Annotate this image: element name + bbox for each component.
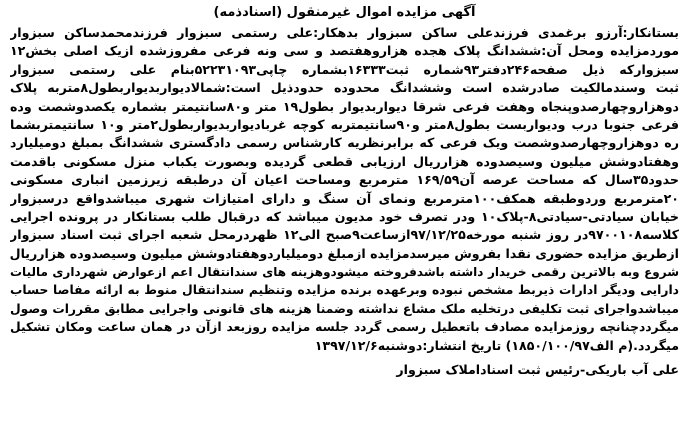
notice-line: ۲۰مترمربع وردوطبقه همکف۱۰۰مترمربع ونمای آن سنگ و دارای امتیازات شهری میباشدواقع درسبزوار [10, 190, 679, 206]
notice-line: دوهزاروچهارصدوپنجاه وهفت فرعی شرقا دیواربدیوار بطول۱۹ متر و۸۰سانتیمتر بشماره یکصدوشصت وده [10, 98, 679, 114]
notice-line: ره دوهزاروچهارصدوشصت ویک فرعی که برابرنظریه کارشناس رسمی دادگستری ششدانگ بمبلغ دومیلیارد [10, 135, 679, 151]
notice-line: حدود۳۵سال که مساحت عرصه آن۱۶۹/۵۹ مترمربع ومساحت اعیان آن درطبقه زیرزمین انباری مسکونی [10, 172, 679, 188]
notice-body [10, 24, 679, 355]
notice-line: بستانکار:آرزو برغمدی فرزندعلی ساکن سبزوار بدهکار:علی رستمی سبزوار فرزندمحمدساکن سبزوار [10, 25, 679, 40]
notice-line: خیابان سیادتی-سیادتی۸-پلاک۱۰ ودر تصرف خود مدیون میباشد که درقبال طلب بستانکار در پرونده اجرایی [10, 208, 679, 224]
notice-line: موردمزایده ومحل آن:ششدانگ پلاک هجده هزاروهفتصد و سی ونه فرعی مفروزشده ازیک اصلی بخش۱۲ [10, 43, 679, 59]
notice-line: شروع وبه بالاترین رقمی خریدار داشته باشدفروخته میشودوهزینه های سندانتقال اعم ازعوارض شهرداری مالیات [10, 265, 679, 280]
notice-line: دارایی وديگر ادارات ذیربط مشخص نبوده وبرعهده برنده مزایده وتنظیم سندانتقال منوط به ارائه مفاصا حساب [10, 283, 679, 298]
notice-line: ثبت وسندمالکیت صادرشده است وششدانگ محدوده حدودذیل است:شمالادیواربدیواربطول۸متربه پلاک [10, 80, 679, 96]
notice-line: میگردد.(م الف۱۸۵۰/۱۰۰/۹۷) تاریخ انتشار:دوشنبه۱۳۹۷/۱۲/۶ [314, 337, 679, 353]
notice-line: کلاسه۹۷۰۰۱۰۸در روز شنبه مورخه۹۷/۱۲/۲۵ازساعت۹صبح الی۱۲ ظهردرمحل شعبه اجرای ثبت اسناد سبزوار [10, 227, 679, 243]
notice-line: وهفتادوشش میلیون وسیصدوده هزارریال ارزیابی قطعی گردیده وبصورت یکباب منزل مسکونی باقدمت [10, 153, 679, 169]
notice-line: فرعی جنوبا درب وديواربست بطول۸متر و۹۰سانتيمتربه کوچه غربادیواربدیواربطول۲متر و۱۰ سانتیمتربشما [10, 116, 679, 132]
notice-line: سبزوارکه ذیل صفحه۲۴۶دفتر۹۳شماره ثبت۱۶۳۳۳بشماره چاپی۵۲۲۳۱۰۹۳بنام علی رستمی سبزوار [10, 61, 679, 77]
notice-signature: علی آب باریکی-رئیس ثبت اسناداملاک سبزوار [396, 362, 679, 378]
notice-title: آگهی مزایده اموال غیرمنقول (اسنادذمه) [213, 5, 476, 20]
notice-line: میباشدواجرای ثبت تکلیفی درتخلیه ملک مشاع نداشته وضمنا هزینه های قانونی واجرایی مطابق مقررات وصول [10, 301, 679, 316]
notice-line: میگرددچنانچه روزمزایده مصادف باتعطیل رسمی گردد جلسه مزایده روزبعد ازآن در همان ساعت ومکان تشکیل [10, 320, 679, 335]
notice-line: ازطريق مزايده حضوری نقدا بفروش ميرسدمزایده ازمبلغ دومیلیاردوهفتادوشش میلیون وسیصدوده هزارریال [10, 245, 679, 261]
